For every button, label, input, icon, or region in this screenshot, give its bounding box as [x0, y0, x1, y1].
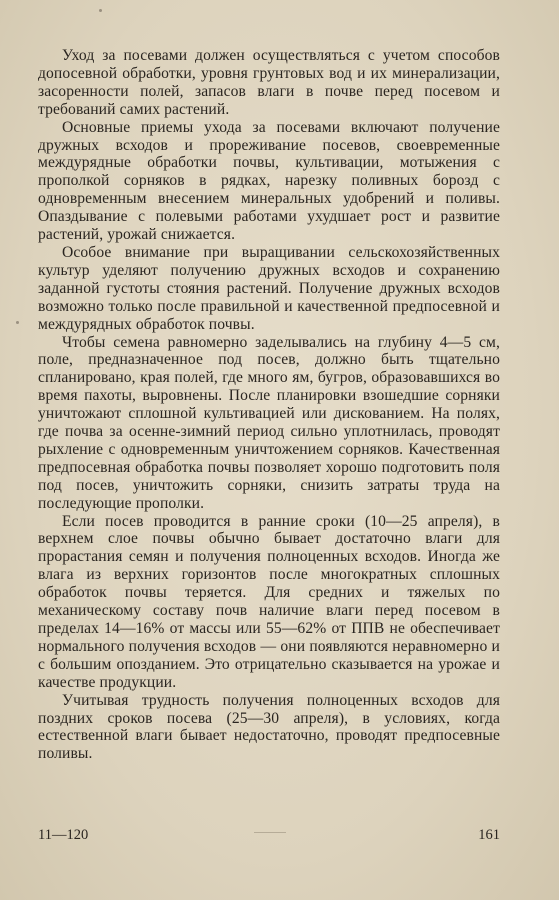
page-number: 161: [478, 827, 500, 843]
body-text: [38, 47, 500, 763]
paragraph: Основные приемы ухода за посевами включают получение дружных всходов и прореживание посевов, своевременные междурядные обработки почвы, культивации, мотыжения с прополкой сорняков в рядках, нарезку поливных борозд с одновременным внесением минеральных удобрений и поливы. Опаздывание с полевыми работами ухудшает рост и развитие растений, урожай снижается.: [38, 118, 500, 244]
paragraph: Учитывая трудность получения полноценных всходов для поздних сроков посева (25—30 апреля), в условиях, когда естественной влаги бывает недостаточно, проводят предпосевные поливы.: [38, 691, 500, 763]
paragraph: Особое внимание при выращивании сельскохозяйственных культур уделяют получению дружных всходов и сохранению заданной густоты стояния растений. Получение дружных всходов возможно только после правильной и качественной предпосевной и междурядных обработок почвы.: [38, 243, 500, 333]
paragraph: Уход за посевами должен осуществляться с учетом способов допосевной обработки, уровня грунтовых вод и их минерализации, засоренности полей, запасов влаги в почве перед посевом и требований самих растений.: [38, 47, 500, 118]
printer-signature: 11—120: [38, 827, 89, 843]
paper-speck: [99, 9, 102, 12]
paper-speck: [16, 321, 19, 324]
paragraph: Чтобы семена равномерно заделывались на глубину 4—5 см, поле, предназначенное под посев, должно быть тщательно спланировано, края полей, где много ям, бугров, образовавшихся во время пахоты, выровнены. После планировки взошедшие сорняки уничтожают сплошной культивацией или дискованием. На полях, где почва за осенне-зимний период сильно уплотнилась, проводят рыхление с одновременным уничтожением сорняков. Качественная предпосевная обработка почвы позволяет хорошо подготовить поля под посев, уничтожить сорняки, снизить затраты труда на последующие прополки.: [38, 333, 500, 512]
paragraph: Если посев проводится в ранние сроки (10—25 апреля), в верхнем слое почвы обычно бывает достаточно влаги для прорастания семян и получения полноценных всходов. Иногда же влага из верхних горизонтов после многократных сплошных обработок почвы теряется. Для средних и тяжелых по механическому составу почв наличие влаги перед посевом в пределах 14—16% от массы или 55—62% от ППВ не обеспечивает нормального получения всходов — они появляются неравномерно и с большим опозданием. Это отрицательно сказывается на урожае и качестве продукции.: [38, 512, 500, 691]
ink-mark: [254, 832, 286, 833]
